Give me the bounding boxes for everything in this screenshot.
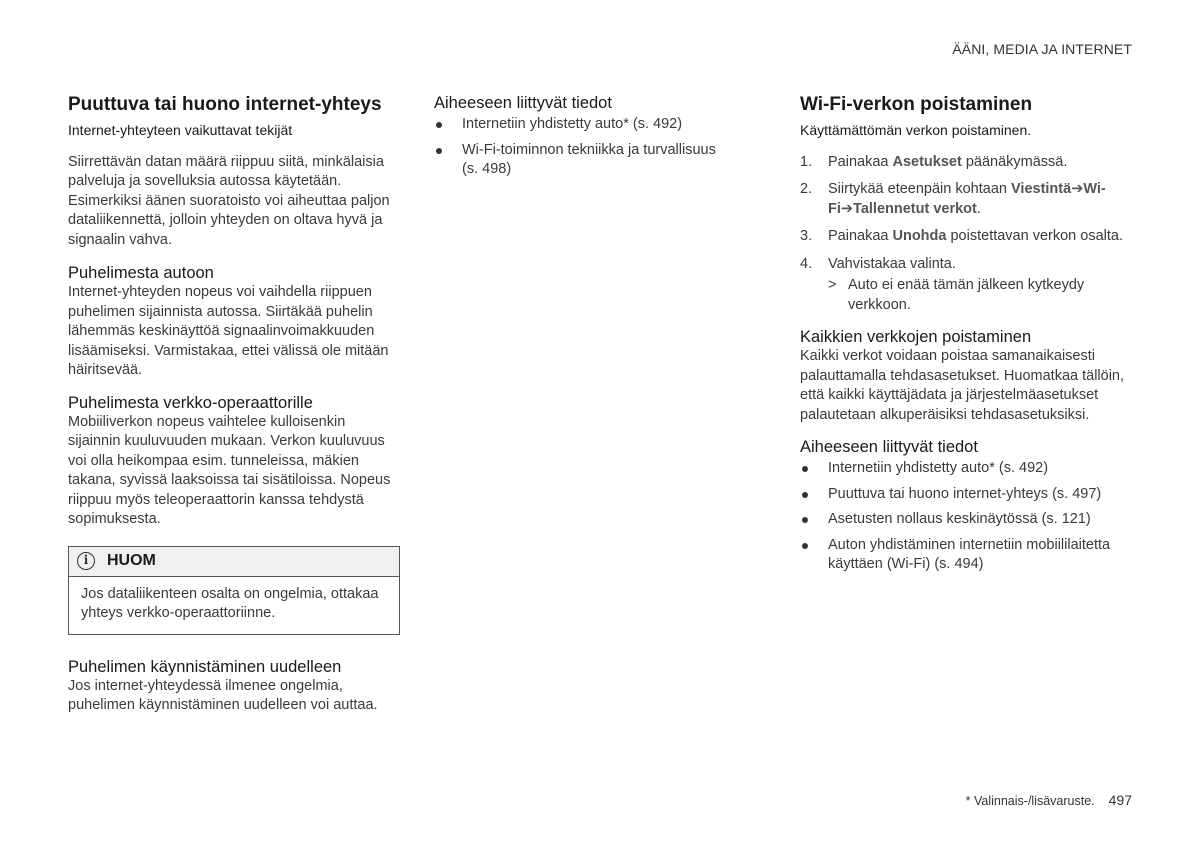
bullet-icon [802,517,808,523]
arrow-right-icon: ➔ [840,200,854,217]
result-text: Auto ei enää tämän jälkeen kytkeydy verkkoon. [848,277,1085,313]
related-link-text[interactable]: Auton yhdistäminen internetiin mobiililaitetta käyttäen (Wi-Fi) (s. 494) [828,536,1111,572]
section-related [800,437,1132,575]
section-restart [68,657,400,716]
article-subtitle: Käyttämättömän verkon poistaminen. [800,122,1032,138]
step-text: Painakaa [828,228,893,244]
bullet-icon [436,148,442,154]
bullet-icon [802,543,808,549]
step-number: 3. [800,228,813,244]
page-footer [966,791,1132,812]
step-item [800,255,1132,316]
arrow-right-icon: ➔ [1071,181,1084,197]
page-number: 497 [1108,792,1132,808]
section-heading: Puhelimesta verkko-operaattorille [68,393,313,412]
related-list [800,459,1132,575]
section-heading: Puhelimesta autoon [68,264,214,282]
related-link-text[interactable]: Puuttuva tai huono internet-yhteys (s. 497) [828,485,1102,502]
related-heading: Aiheeseen liittyvät tiedot [434,94,612,112]
step-text: Painakaa [828,153,893,170]
article-title: Wi-Fi-verkon poistaminen [800,94,1033,115]
related-link[interactable] [434,141,734,180]
section-phone-to-operator [68,393,400,530]
related-link-text[interactable]: Wi-Fi-toiminnon tekniikka ja turvallisuus (s. 498) [462,141,716,177]
result-marker: > [828,277,837,293]
section-phone-to-car [68,263,400,381]
related-link[interactable] [800,510,1132,530]
article-title: Puuttuva tai huono internet-yhteys [68,94,382,115]
step-item [800,153,1132,173]
ui-term: Unohda [892,228,947,244]
related-link-text[interactable]: Internetiin yhdistetty auto* (s. 492) [828,460,1049,476]
section-text: Jos internet-yhteydessä ilmenee ongelmia, puhelimen käynnistäminen uudelleen voi auttaa. [68,677,378,713]
section-text: Internet-yhteyden nopeus voi vaihdella riippuen puhelimen sijainnista autossa. Siirtäkää puhelin lähemmäs keskinäyttöä signaalinvoimakkuuden lisäämiseksi. Varmistakaa, ettei välissä ole mitään häiritsevää. [68,284,389,378]
note-title: HUOM [107,552,156,570]
ui-term: Asetukset [892,153,962,170]
note-box [68,546,400,635]
footnote: * Valinnais-/lisävaruste. [965,794,1095,808]
related-link[interactable] [800,485,1132,505]
step-number: 2. [800,181,813,197]
step-text: päänäkymässä. [961,153,1068,170]
section-text: Mobiiliverkon nopeus vaihtelee kulloisenkin sijainnin kuuluvuuden mukaan. Verkon kuuluvuus voi olla heikompaa esim. tunneleissa, mäkien takana, syvissä laaksoissa tai sisätiloissa. Nopeus riippuu myös teleoperaattorin kanssa tehdystä sopimuksesta. [68,413,391,527]
bullet-icon [802,492,808,498]
related-link[interactable] [434,115,734,135]
note-header [69,547,399,577]
step-number: 1. [800,153,813,170]
ui-term: Viestintä [1011,181,1072,197]
step-text: Siirtykää eteenpäin kohtaan [828,181,1011,197]
section-text: Kaikki verkot voidaan poistaa samanaikaisesti palauttamalla tehdasasetukset. Huomatkaa tällöin, että kaikki käyttäjädata ja järjestelmäasetukset palautetaan alkuperäisiksi tehdasasetuksiksi. [800,348,1125,423]
info-icon: i [77,552,95,570]
column-left [68,93,400,728]
ui-term: Tallennetut verkot [853,200,977,217]
section-remove-all [800,327,1132,425]
bullet-icon [436,122,442,128]
related-link[interactable] [800,459,1132,479]
step-text: poistettavan verkon osalta. [946,228,1123,244]
step-item [800,180,1132,219]
column-middle [434,93,734,186]
related-link-text[interactable]: Asetusten nollaus keskinäytössä (s. 121) [828,511,1091,527]
ui-term: Wi-Fi [828,181,1106,217]
intro-paragraph: Siirrettävän datan määrä riippuu siitä, minkälaisia palveluja ja sovelluksia autossa käytetään. Esimerkiksi äänen suoratoisto voi aiheuttaa paljon dataliikennettä, jolloin yhteyden on oltava hyvä ja signaalin vahva. [68,153,390,248]
related-list [434,115,734,180]
running-header: ÄÄNI, MEDIA JA INTERNET [952,41,1132,57]
column-right [800,93,1132,581]
steps-list [800,153,1132,316]
step-result [828,276,1132,315]
section-heading: Puhelimen käynnistäminen uudelleen [68,657,342,676]
step-number: 4. [800,255,813,272]
note-text: Jos dataliikenteen osalta on ongelmia, ottakaa yhteys verkko-operaattoriinne. [81,585,379,621]
step-item [800,227,1132,247]
article-subtitle: Internet-yhteyteen vaikuttavat tekijät [68,122,293,138]
related-link-text[interactable]: Internetiin yhdistetty auto* (s. 492) [462,116,683,132]
related-heading: Aiheeseen liittyvät tiedot [800,438,978,456]
step-text: Vahvistakaa valinta. [828,255,956,272]
related-link[interactable] [800,536,1132,575]
bullet-icon [802,466,808,472]
section-heading: Kaikkien verkkojen poistaminen [800,328,1032,346]
step-text: . [976,200,981,217]
